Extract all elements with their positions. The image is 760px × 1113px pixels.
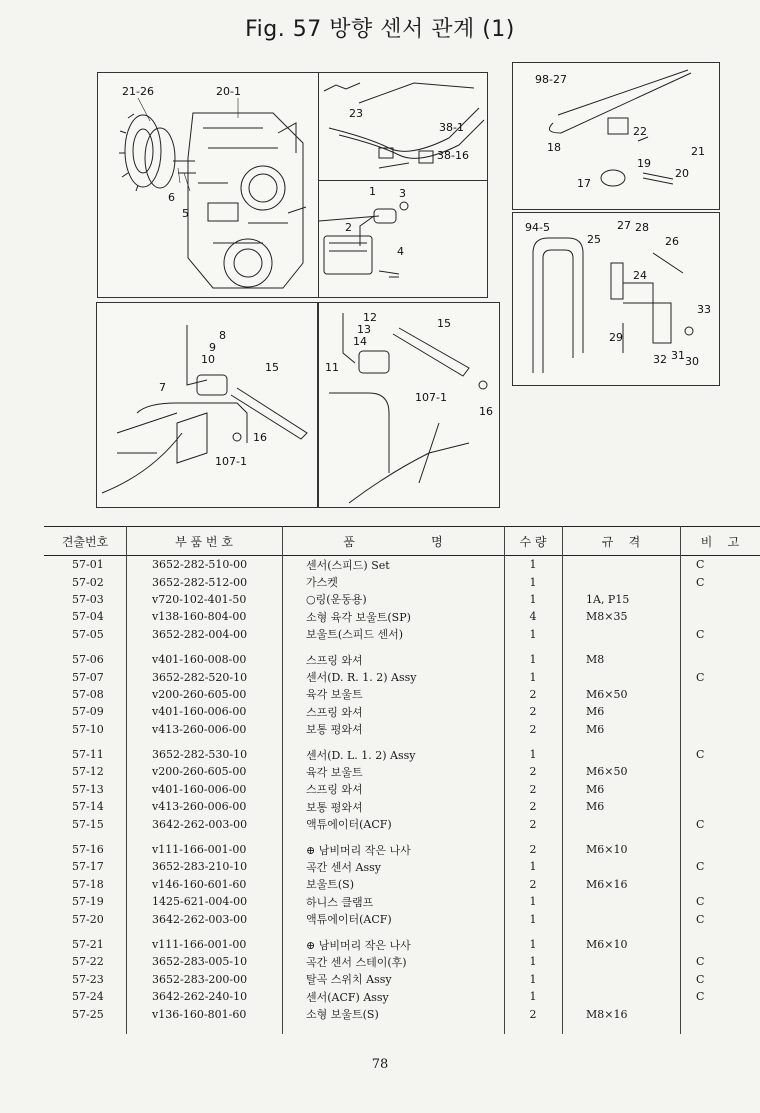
quantity-cell: 1 bbox=[529, 653, 537, 667]
remark-cell bbox=[680, 721, 760, 738]
part-no-cell: 3652-282-512-00 bbox=[152, 575, 248, 589]
spec-cell: M6 bbox=[586, 782, 605, 796]
callout-label: 17 bbox=[577, 177, 591, 190]
parts-table-body bbox=[44, 556, 760, 1023]
callout-label: 23 bbox=[349, 107, 363, 120]
callout-label: 15 bbox=[437, 317, 451, 330]
table-row bbox=[44, 763, 760, 780]
spec-cell: M8 bbox=[586, 653, 605, 667]
grain-sensor-drawing bbox=[513, 213, 719, 385]
column-divider bbox=[126, 526, 127, 1034]
part-no-cell: v111-166-001-00 bbox=[152, 843, 247, 857]
part-no-cell: 3652-282-530-10 bbox=[152, 748, 248, 762]
quantity-cell: 1 bbox=[529, 972, 537, 986]
quantity-cell: 1 bbox=[529, 627, 537, 641]
diagram-panel-engine bbox=[97, 72, 321, 298]
diagram-panel-dl-sensor bbox=[318, 302, 500, 508]
group-spacer bbox=[44, 833, 760, 841]
quantity-cell: 1 bbox=[529, 860, 537, 874]
ref-no-cell: 57-24 bbox=[72, 990, 104, 1004]
ref-no-cell: 57-18 bbox=[72, 877, 104, 891]
remark-cell bbox=[680, 781, 760, 798]
remark-cell bbox=[680, 876, 760, 893]
callout-label: 20-1 bbox=[216, 85, 241, 98]
spec-cell: M6 bbox=[586, 722, 605, 736]
part-no-cell: 3642-262-003-00 bbox=[152, 912, 248, 926]
table-row bbox=[44, 556, 760, 574]
spec-cell bbox=[562, 953, 680, 970]
quantity-cell: 2 bbox=[529, 877, 537, 891]
spacer-cell bbox=[44, 833, 760, 841]
remark-cell bbox=[680, 763, 760, 780]
remark-cell bbox=[680, 1005, 760, 1022]
callout-label: 28 bbox=[635, 221, 649, 234]
spec-cell: 1A, P15 bbox=[586, 592, 630, 606]
callout-label: 32 bbox=[653, 353, 667, 366]
harness-drawing bbox=[319, 73, 487, 181]
callout-label: 19 bbox=[637, 157, 651, 170]
ref-no-cell: 57-16 bbox=[72, 843, 104, 857]
callout-label: 21 bbox=[691, 145, 705, 158]
spec-cell bbox=[562, 971, 680, 988]
part-no-cell: v111-166-001-00 bbox=[152, 938, 247, 951]
callout-label: 25 bbox=[587, 233, 601, 246]
remark-cell: C bbox=[696, 748, 705, 762]
ref-no-cell: 57-23 bbox=[72, 972, 104, 986]
quantity-cell: 2 bbox=[529, 800, 537, 814]
part-no-cell: v136-160-801-60 bbox=[152, 1007, 247, 1021]
ref-no-cell: 57-15 bbox=[72, 817, 104, 831]
diagram-panel-grain-sensor bbox=[512, 212, 720, 386]
quantity-cell: 2 bbox=[529, 765, 537, 779]
callout-label: 33 bbox=[697, 303, 711, 316]
engine-drawing bbox=[98, 73, 320, 297]
table-row bbox=[44, 876, 760, 893]
part-name-cell: 액튜에이터(ACF) bbox=[306, 818, 392, 832]
callout-label: 31 bbox=[671, 349, 685, 362]
ref-no-cell: 57-08 bbox=[72, 687, 104, 701]
table-row bbox=[44, 686, 760, 703]
quantity-cell: 2 bbox=[529, 782, 537, 796]
diagram-panel-harness bbox=[318, 72, 488, 182]
spec-cell: M8×16 bbox=[586, 1007, 628, 1021]
diagram-panel-thresh-switch bbox=[512, 62, 720, 210]
header-part-name: 품 명 bbox=[282, 527, 504, 556]
part-no-cell: 3642-262-240-10 bbox=[152, 990, 248, 1004]
callout-label: 14 bbox=[353, 335, 367, 348]
callout-label: 22 bbox=[633, 125, 647, 138]
remark-cell bbox=[680, 936, 760, 953]
spec-cell bbox=[562, 858, 680, 875]
ref-no-cell: 57-22 bbox=[72, 955, 104, 969]
spacer-cell bbox=[44, 643, 760, 651]
remark-cell: C bbox=[696, 912, 705, 926]
spec-cell bbox=[562, 893, 680, 910]
callout-label: 1 bbox=[369, 185, 376, 198]
remark-cell bbox=[680, 608, 760, 625]
spec-cell: M6×50 bbox=[586, 687, 628, 701]
part-name-cell: 곡간 센서 Assy bbox=[306, 860, 381, 874]
callout-label: 7 bbox=[159, 381, 166, 394]
part-name-cell: 스프링 와셔 bbox=[306, 783, 363, 797]
callout-label: 107-1 bbox=[215, 455, 247, 468]
part-no-cell: v200-260-605-00 bbox=[152, 687, 247, 701]
remark-cell: C bbox=[696, 670, 705, 684]
spec-cell: M8×35 bbox=[586, 610, 628, 624]
part-no-cell: 3652-282-510-00 bbox=[152, 558, 248, 572]
part-name-cell: 소형 육각 보울트(SP) bbox=[306, 610, 411, 624]
part-name-cell: 센서(ACF) Assy bbox=[306, 990, 389, 1004]
part-name-cell: 보통 평와셔 bbox=[306, 800, 363, 814]
part-name-cell: ⊕ 남비머리 작은 나사 bbox=[306, 938, 411, 952]
callout-label: 38-16 bbox=[437, 149, 469, 162]
part-no-cell: v413-260-006-00 bbox=[152, 800, 247, 814]
remark-cell: C bbox=[696, 990, 705, 1004]
quantity-cell: 1 bbox=[529, 558, 537, 572]
header-spec: 규 격 bbox=[562, 527, 680, 556]
quantity-cell: 2 bbox=[529, 843, 537, 857]
spec-cell: M6×10 bbox=[586, 938, 628, 951]
ref-no-cell: 57-13 bbox=[72, 782, 104, 796]
table-row bbox=[44, 893, 760, 910]
callout-label: 30 bbox=[685, 355, 699, 368]
quantity-cell: 4 bbox=[529, 610, 537, 624]
spec-cell: M6 bbox=[586, 800, 605, 814]
table-row bbox=[44, 798, 760, 815]
part-name-cell: 가스켓 bbox=[306, 576, 338, 590]
table-row bbox=[44, 573, 760, 590]
quantity-cell: 2 bbox=[529, 705, 537, 719]
part-name-cell: ○링(운동용) bbox=[306, 593, 367, 607]
part-no-cell: v720-102-401-50 bbox=[152, 592, 247, 606]
figure-title: Fig. 57 방향 센서 관계 (1) bbox=[245, 17, 515, 42]
spec-cell bbox=[562, 815, 680, 832]
table-row bbox=[44, 858, 760, 875]
part-no-cell: v138-160-804-00 bbox=[152, 610, 247, 624]
ref-no-cell: 57-01 bbox=[72, 558, 104, 572]
ref-no-cell: 57-05 bbox=[72, 627, 104, 641]
part-name-cell: ⊕ 남비머리 작은 나사 bbox=[306, 843, 411, 857]
part-name-cell: 육각 보울트 bbox=[306, 688, 363, 702]
remark-cell: C bbox=[696, 627, 705, 641]
table-row bbox=[44, 651, 760, 668]
ref-no-cell: 57-07 bbox=[72, 670, 104, 684]
quantity-cell: 1 bbox=[529, 912, 537, 926]
header-quantity: 수 량 bbox=[504, 527, 562, 556]
remark-cell: C bbox=[696, 558, 705, 572]
spec-cell: M6×50 bbox=[586, 765, 628, 779]
part-no-cell: 1425-621-004-00 bbox=[152, 895, 248, 909]
spec-cell: M6×10 bbox=[586, 843, 628, 857]
table-row bbox=[44, 626, 760, 643]
page-number: 78 bbox=[371, 1057, 389, 1072]
header-part-no: 부 품 번 호 bbox=[126, 527, 282, 556]
part-no-cell: 3652-282-520-10 bbox=[152, 670, 248, 684]
part-name-cell: 액튜에이터(ACF) bbox=[306, 913, 392, 927]
remark-cell: C bbox=[696, 817, 705, 831]
dr-sensor-drawing bbox=[97, 303, 317, 507]
callout-label: 6 bbox=[168, 191, 175, 204]
callout-label: 21-26 bbox=[122, 85, 154, 98]
table-row bbox=[44, 608, 760, 625]
callout-label: 26 bbox=[665, 235, 679, 248]
ref-no-cell: 57-17 bbox=[72, 860, 104, 874]
remark-cell: C bbox=[696, 955, 705, 969]
remark-cell: C bbox=[696, 895, 705, 909]
table-row bbox=[44, 781, 760, 798]
part-no-cell: 3652-283-210-10 bbox=[152, 860, 248, 874]
callout-label: 10 bbox=[201, 353, 215, 366]
ref-no-cell: 57-12 bbox=[72, 765, 104, 779]
speed-sensor-drawing bbox=[319, 181, 487, 297]
part-no-cell: v401-160-006-00 bbox=[152, 782, 247, 796]
spec-cell: M6 bbox=[586, 705, 605, 719]
callout-label: 16 bbox=[253, 431, 267, 444]
ref-no-cell: 57-25 bbox=[72, 1007, 104, 1021]
remark-cell bbox=[680, 703, 760, 720]
part-name-cell: 센서(스피드) Set bbox=[306, 558, 390, 572]
table-row bbox=[44, 746, 760, 763]
part-name-cell: 센서(D. R. 1. 2) Assy bbox=[306, 671, 417, 685]
quantity-cell: 2 bbox=[529, 722, 537, 736]
spec-cell bbox=[562, 746, 680, 763]
callout-label: 94-5 bbox=[525, 221, 550, 234]
table-row bbox=[44, 936, 760, 953]
ref-no-cell: 57-04 bbox=[72, 610, 104, 624]
part-name-cell: 보통 평와셔 bbox=[306, 723, 363, 737]
ref-no-cell: 57-06 bbox=[72, 653, 104, 667]
callout-label: 5 bbox=[182, 207, 189, 220]
column-divider bbox=[680, 526, 681, 1034]
callout-label: 8 bbox=[219, 329, 226, 342]
part-no-cell: v146-160-601-60 bbox=[152, 877, 247, 891]
part-no-cell: 3652-282-004-00 bbox=[152, 627, 248, 641]
quantity-cell: 1 bbox=[529, 895, 537, 909]
table-row bbox=[44, 841, 760, 858]
remark-cell bbox=[680, 798, 760, 815]
parts-table bbox=[44, 526, 760, 1023]
callout-label: 3 bbox=[399, 187, 406, 200]
ref-no-cell: 57-14 bbox=[72, 800, 104, 814]
ref-no-cell: 57-09 bbox=[72, 705, 104, 719]
callout-label: 27 bbox=[617, 219, 631, 232]
part-name-cell: 하니스 클램프 bbox=[306, 895, 374, 909]
header-remark: 비 고 bbox=[680, 527, 760, 556]
spec-cell bbox=[562, 573, 680, 590]
ref-no-cell: 57-21 bbox=[72, 938, 104, 951]
remark-cell bbox=[680, 686, 760, 703]
callout-label: 11 bbox=[325, 361, 339, 374]
remark-cell bbox=[680, 651, 760, 668]
column-divider bbox=[562, 526, 563, 1034]
callout-label: 29 bbox=[609, 331, 623, 344]
quantity-cell: 2 bbox=[529, 817, 537, 831]
quantity-cell: 1 bbox=[529, 575, 537, 589]
callout-label: 18 bbox=[547, 141, 561, 154]
table-row bbox=[44, 910, 760, 927]
quantity-cell: 1 bbox=[529, 670, 537, 684]
quantity-cell: 1 bbox=[529, 938, 537, 951]
callout-label: 16 bbox=[479, 405, 493, 418]
part-no-cell: 3652-283-005-10 bbox=[152, 955, 248, 969]
part-no-cell: 3652-283-200-00 bbox=[152, 972, 248, 986]
remark-cell: C bbox=[696, 575, 705, 589]
callout-label: 12 bbox=[363, 311, 377, 324]
part-name-cell: 센서(D. L. 1. 2) Assy bbox=[306, 748, 416, 762]
spec-cell bbox=[562, 556, 680, 574]
spec-cell bbox=[562, 668, 680, 685]
spec-cell: M6×16 bbox=[586, 877, 628, 891]
callout-label: 107-1 bbox=[415, 391, 447, 404]
group-spacer bbox=[44, 738, 760, 746]
table-header-row bbox=[44, 527, 760, 556]
group-spacer bbox=[44, 928, 760, 936]
ref-no-cell: 57-20 bbox=[72, 912, 104, 926]
callout-label: 4 bbox=[397, 245, 404, 258]
part-no-cell: v401-160-008-00 bbox=[152, 653, 247, 667]
remark-cell bbox=[680, 591, 760, 608]
ref-no-cell: 57-11 bbox=[72, 748, 104, 762]
table-row bbox=[44, 703, 760, 720]
part-name-cell: 보울트(스피드 센서) bbox=[306, 628, 404, 642]
part-no-cell: 3642-262-003-00 bbox=[152, 817, 248, 831]
ref-no-cell: 57-19 bbox=[72, 895, 104, 909]
table-row bbox=[44, 1005, 760, 1022]
ref-no-cell: 57-02 bbox=[72, 575, 104, 589]
part-name-cell: 소형 보울트(S) bbox=[306, 1008, 379, 1022]
part-name-cell: 육각 보울트 bbox=[306, 765, 363, 779]
group-spacer bbox=[44, 643, 760, 651]
table-row bbox=[44, 988, 760, 1005]
table-row bbox=[44, 721, 760, 738]
part-no-cell: v413-260-006-00 bbox=[152, 722, 247, 736]
header-ref-no: 견출번호 bbox=[44, 527, 126, 556]
part-no-cell: v200-260-605-00 bbox=[152, 765, 247, 779]
part-name-cell: 곡간 센서 스테이(후) bbox=[306, 955, 407, 969]
diagram-panel-dr-sensor bbox=[96, 302, 318, 508]
remark-cell bbox=[680, 841, 760, 858]
remark-cell: C bbox=[696, 972, 705, 986]
spec-cell bbox=[562, 626, 680, 643]
ref-no-cell: 57-10 bbox=[72, 722, 104, 736]
ref-no-cell: 57-03 bbox=[72, 592, 104, 606]
callout-label: 24 bbox=[633, 269, 647, 282]
part-name-cell: 보울트(S) bbox=[306, 878, 354, 892]
table-row bbox=[44, 971, 760, 988]
spec-cell bbox=[562, 988, 680, 1005]
table-row bbox=[44, 815, 760, 832]
spacer-cell bbox=[44, 738, 760, 746]
spacer-cell bbox=[44, 928, 760, 936]
dl-sensor-drawing bbox=[319, 303, 499, 507]
quantity-cell: 2 bbox=[529, 687, 537, 701]
quantity-cell: 1 bbox=[529, 990, 537, 1004]
diagram-panel-speed-sensor bbox=[318, 180, 488, 298]
quantity-cell: 1 bbox=[529, 955, 537, 969]
quantity-cell: 2 bbox=[529, 1007, 537, 1021]
callout-label: 38-1 bbox=[439, 121, 464, 134]
remark-cell: C bbox=[696, 860, 705, 874]
part-name-cell: 스프링 와셔 bbox=[306, 653, 363, 667]
quantity-cell: 1 bbox=[529, 748, 537, 762]
thresh-switch-drawing bbox=[513, 63, 719, 209]
part-no-cell: v401-160-006-00 bbox=[152, 705, 247, 719]
spec-cell bbox=[562, 910, 680, 927]
callout-label: 20 bbox=[675, 167, 689, 180]
callout-label: 2 bbox=[345, 221, 352, 234]
callout-label: 15 bbox=[265, 361, 279, 374]
quantity-cell: 1 bbox=[529, 592, 537, 606]
table-row bbox=[44, 953, 760, 970]
part-name-cell: 스프링 와셔 bbox=[306, 705, 363, 719]
part-name-cell: 탈곡 스위치 Assy bbox=[306, 973, 392, 987]
table-row bbox=[44, 668, 760, 685]
column-divider bbox=[282, 526, 283, 1034]
callout-label: 9 bbox=[209, 341, 216, 354]
callout-label: 98-27 bbox=[535, 73, 567, 86]
table-row bbox=[44, 591, 760, 608]
callout-label: 13 bbox=[357, 323, 371, 336]
column-divider bbox=[504, 526, 505, 1034]
